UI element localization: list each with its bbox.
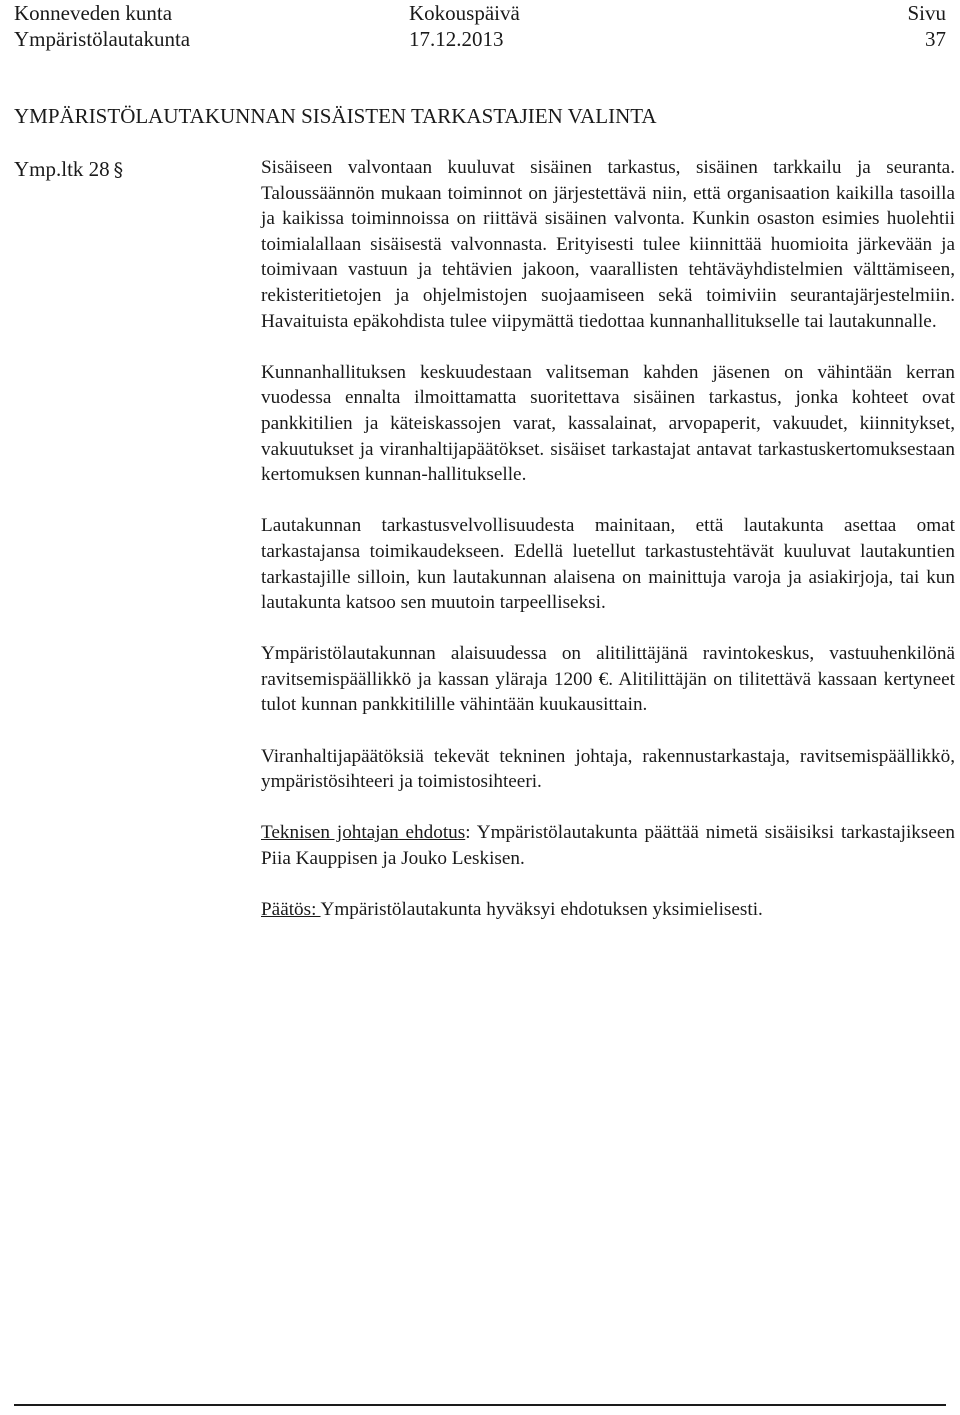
document-title: YMPÄRISTÖLAUTAKUNNAN SISÄISTEN TARKASTAJIEN VALINTA [14,104,657,128]
board-name: Ympäristölautakunta [14,27,191,51]
paragraph-committee-duty: Lautakunnan tarkastusvelvollisuudesta mainitaan, että lautakunta asettaa omat tarkastajansa toimikaudekseen. Edellä luetellut tarkastustehtävät kuuluvat lautakuntien tarkastajille silloin, kun lautakunnan alaisena on mainittuja varoja ja asiakirjoja, tai kun lautakunta katsoo sen muutoin tarpeelliseksi. [261,515,955,614]
proposal-label: Teknisen johtajan ehdotus [261,822,466,844]
section-reference [14,156,123,183]
decision-label: Päätös: [261,899,321,921]
header-organization [14,0,190,52]
decision-paragraph [261,897,955,923]
page-number: 37 [925,27,946,51]
page-label: Sivu [907,1,946,25]
paragraph-internal-control: Sisäiseen valvontaan kuuluvat sisäinen tarkastus, sisäinen tarkkailu ja seuranta. Taloussäännön mukaan toiminnot on järjestettävä niin, että organisaation kaikilla tasoilla ja kaikissa toiminnoissa on riittävä sisäinen valvonta. Kunkin osaston esimies huolehtii toimialallaan sisäisestä valvonnasta. Erityisesti tulee kiinnittää huomioita järkevään ja toimivaan vastuun ja tehtävien jakoon, vaarallisten tehtäväyhdistelmien välttämiseen, rekisteritietojen ja ohjelmistojen suojaamiseen sekä toimiviin seurantajärjestelmiin. Havaituista epäkohdista tulee viipymättä tiedottaa kunnanhallitukselle tai lautakunnalle. [261,157,955,332]
meeting-date: 17.12.2013 [409,27,504,51]
proposal-paragraph [261,820,955,871]
municipality-name: Konneveden kunta [14,1,173,25]
document-body [261,155,955,948]
paragraph-board-inspection: Kunnanhallituksen keskuudestaan valitseman kahden jäsenen on vähintään kerran vuodessa ennalta ilmoittamatta suoritettava sisäinen tarkastus, jonka kohteet ovat pankkitilien ja käteiskassojen varat, kassalainat, arvopaperit, vakuudet, kiinnitykset, vakuutukset ja viranhaltijapäätökset. sisäiset tarkastajat antavat tarkastuskertomuksestaan kertomuksen kunnan-hallitukselle. [261,361,955,486]
header-page [907,0,946,52]
page-header [14,0,946,56]
section-number: Ymp.ltk 28 [14,157,110,181]
decision-text: Ympäristölautakunta hyväksyi ehdotuksen yksimielisesti. [320,899,763,921]
meeting-date-label: Kokouspäivä [409,1,520,25]
section-symbol: § [113,159,124,181]
proposal-separator: : [465,822,471,844]
footer-divider [14,1404,946,1406]
paragraph-decision-makers: Viranhaltijapäätöksiä tekevät tekninen johtaja, rakennustarkastaja, ravitsemispäällikkö, ympäristösihteeri ja toimistosihteeri. [261,745,955,793]
paragraph-sub-accountant: Ympäristölautakunnan alaisuudessa on alitilittäjänä ravintokeskus, vastuuhenkilönä ravitsemispäällikkö ja kassan yläraja 1200 €. Alitilittäjän on tilitettävä kassaan kertyneet tulot kunnan pankkitilille vähintään kuukausittain. [261,643,955,716]
proposal-text: Ympäristölautakunta päättää nimetä sisäisiksi tarkastajikseen Piia Kauppisen ja Jouko Leskisen. [261,822,955,870]
header-meeting [409,0,520,52]
